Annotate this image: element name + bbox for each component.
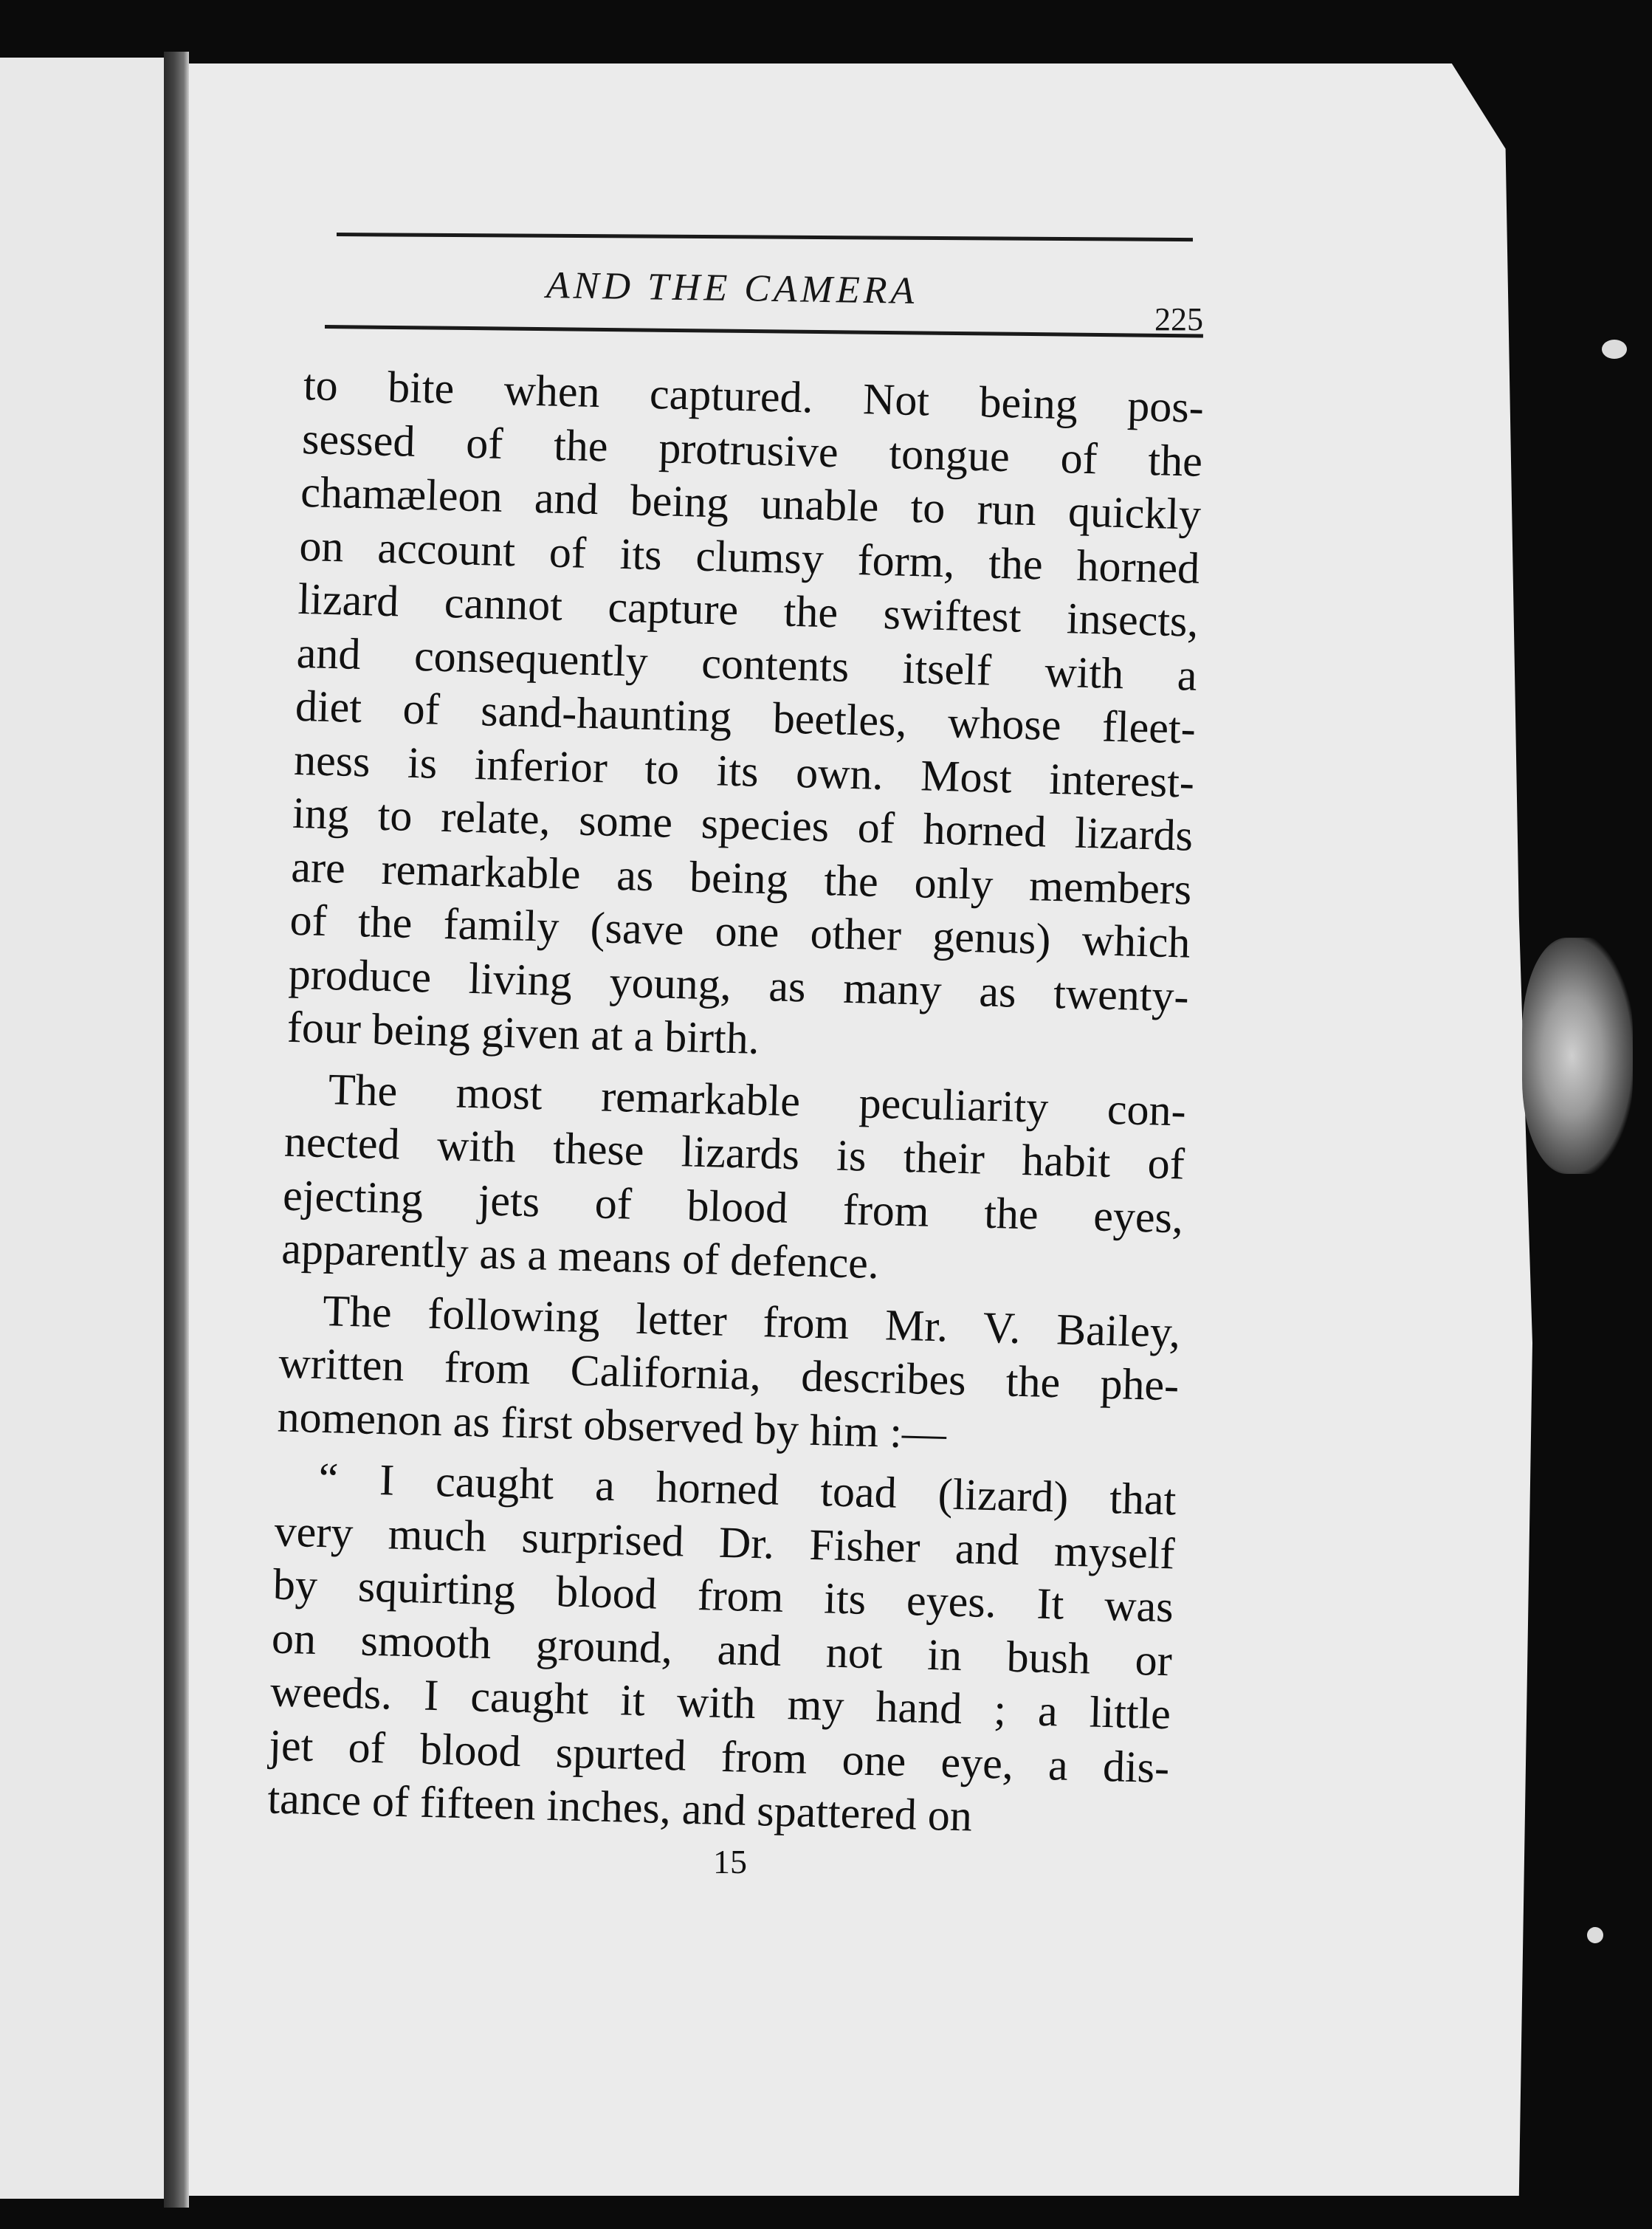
text-line: chamæleon and being unable to run quickly (300, 467, 1202, 539)
paper-speck (1587, 1927, 1603, 1943)
paragraph (281, 1061, 1187, 1298)
signature-mark: 15 (713, 1843, 747, 1881)
paragraph (286, 358, 1204, 1076)
text-line: ness is inferior to its own. Most interest- (293, 735, 1195, 807)
text-line: lizard cannot capture the swiftest insects, (297, 574, 1200, 646)
text-line: The most remarkable peculiarity con- (328, 1064, 1187, 1136)
running-head (325, 233, 1203, 365)
text-line: weeds. I caught it with my hand ; a little (269, 1666, 1171, 1739)
running-title: AND THE CAMERA (545, 264, 918, 312)
text-line: on smooth ground, and not in bush or (271, 1612, 1173, 1685)
text-line: nected with these lizards is their habit of (283, 1116, 1185, 1189)
text-line: diet of sand-haunting beetles, whose fleet- (295, 681, 1197, 753)
text-line: to bite when captured. Not being pos- (303, 360, 1205, 432)
text-line: very much surprised Dr. Fisher and myself (273, 1506, 1176, 1578)
text-line: tance of fifteen inches, and spattered on (266, 1773, 973, 1841)
page-number: 225 (1154, 301, 1203, 337)
paper-speck (1602, 340, 1627, 359)
text-line: ing to relate, some species of horned lizards (292, 788, 1194, 860)
text-line: nomenon as first observed by him :— (276, 1392, 947, 1457)
text-line: ejecting jets of blood from the eyes, (282, 1170, 1184, 1242)
text-line: apparently as a means of defence. (281, 1223, 880, 1288)
text-line: are remarkable as being the only members (290, 842, 1193, 914)
paragraph (277, 1282, 1181, 1466)
text-line: The following letter from Mr. V. Bailey, (322, 1285, 1181, 1356)
paragraph (267, 1451, 1177, 1848)
text-line: “ I caught a horned toad (lizard) that (317, 1453, 1177, 1525)
paper-stain (1522, 938, 1633, 1174)
text-line: jet of blood spurted from one eye, a dis- (268, 1720, 1170, 1792)
text-line: written from California, describes the phe- (278, 1338, 1180, 1410)
text-line: four being given at a birth. (286, 1002, 760, 1063)
text-line: and consequently contents itself with a (296, 628, 1198, 700)
header-rule-top (337, 233, 1193, 241)
text-line: sessed of the protrusive tongue of the (301, 413, 1203, 486)
text-line: of the family (save one other genus) which (289, 895, 1191, 967)
book-gutter (164, 52, 189, 2208)
text-line: produce living young, as many as twenty- (288, 949, 1190, 1021)
body-text (266, 358, 1204, 1855)
text-line: by squirting blood from its eyes. It was (272, 1559, 1174, 1632)
left-page-edge (0, 58, 164, 2199)
header-rule-bottom (325, 325, 1203, 337)
text-line: on account of its clumsy form, the horned (298, 521, 1201, 593)
